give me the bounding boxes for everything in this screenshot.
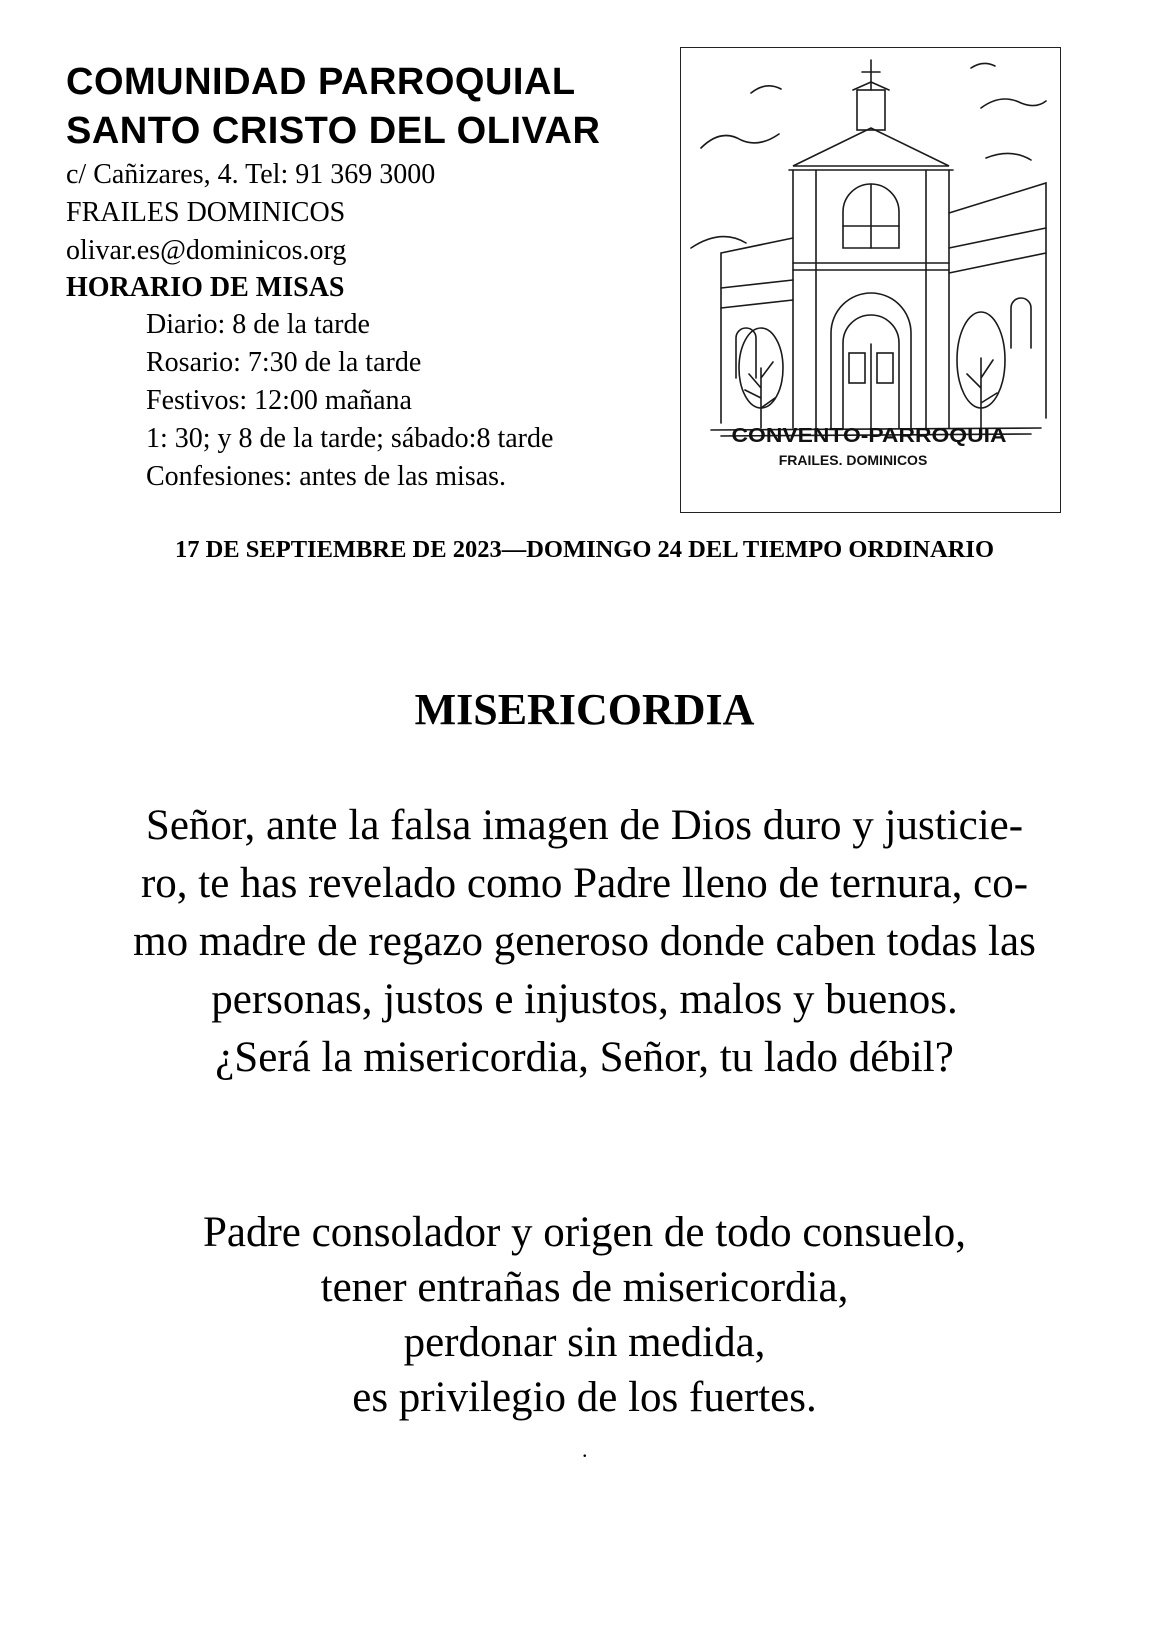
prayer-line: ro, te has revelado como Padre lleno de ternura, co- bbox=[140, 860, 1029, 907]
prayer-line: mo madre de regazo generoso donde caben todas las bbox=[133, 918, 1036, 965]
parish-email: olivar.es@dominicos.org bbox=[66, 235, 347, 266]
parish-address: c/ Cañizares, 4. Tel: 91 369 3000 bbox=[66, 159, 436, 190]
prayer-line: Señor, ante la falsa imagen de Dios duro y justicie- bbox=[145, 802, 1024, 849]
prayer-line: tener entrañas de misericordia, bbox=[320, 1264, 849, 1311]
church-illustration bbox=[680, 47, 1061, 513]
church-facade-drawing bbox=[681, 48, 1060, 512]
prayer-line: Padre consolador y origen de todo consuelo, bbox=[202, 1209, 967, 1256]
schedule-item: Diario: 8 de la tarde bbox=[146, 309, 370, 340]
trailing-mark: . bbox=[582, 1437, 588, 1462]
mass-schedule bbox=[66, 306, 666, 496]
illustration-caption-1: CONVENTO-PARROQUIA bbox=[731, 425, 1007, 447]
schedule-item: 1: 30; y 8 de la tarde; sábado:8 tarde bbox=[146, 423, 554, 454]
prayer-line: es privilegio de los fuertes. bbox=[352, 1374, 817, 1421]
page-title: MISERICORDIA bbox=[414, 685, 755, 734]
schedule-item: Festivos: 12:00 mañana bbox=[146, 385, 412, 416]
parish-name-line-2: SANTO CRISTO DEL OLIVAR bbox=[66, 110, 601, 152]
schedule-title: HORARIO DE MISAS bbox=[66, 272, 345, 303]
parish-name-line-1: COMUNIDAD PARROQUIAL bbox=[66, 61, 576, 103]
schedule-item: Confesiones: antes de las misas. bbox=[146, 461, 507, 492]
prayer-paragraph-1 bbox=[55, 797, 1114, 1087]
parish-header bbox=[66, 58, 666, 496]
prayer-line: personas, justos e injustos, malos y buenos. bbox=[211, 976, 958, 1023]
prayer-line: ¿Será la misericordia, Señor, tu lado débil? bbox=[215, 1034, 954, 1081]
schedule-item: Rosario: 7:30 de la tarde bbox=[146, 347, 422, 378]
date-line: 17 DE SEPTIEMBRE DE 2023—DOMINGO 24 DEL TIEMPO ORDINARIO bbox=[174, 536, 995, 563]
prayer-line: perdonar sin medida, bbox=[403, 1319, 766, 1366]
parish-order: FRAILES DOMINICOS bbox=[66, 197, 346, 228]
illustration-caption-2: FRAILES. DOMINICOS bbox=[778, 452, 928, 468]
prayer-paragraph-2 bbox=[55, 1205, 1114, 1425]
